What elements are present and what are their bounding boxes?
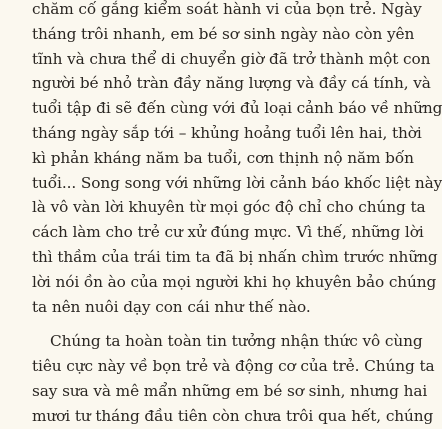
text-line: thì thầm của trái tim ta đã bị nhấn chìm trước những bbox=[32, 247, 438, 266]
text-line: mươi tư tháng đầu tiên còn chưa trôi qua hết, chúng bbox=[32, 406, 434, 425]
text-line: say sưa và mê mẩn những em bé sơ sinh, nhưng hai bbox=[32, 381, 428, 400]
text-line: tuổi tập đi sẽ đến cùng với đủ loại cảnh báo về những bbox=[32, 99, 442, 118]
text-line: tĩnh và chưa thể di chuyển giờ đã trở thành một con bbox=[32, 49, 431, 68]
text-line: tiêu cực này về bọn trẻ và động cơ của trẻ. Chúng ta bbox=[32, 357, 435, 376]
text-line: chăm cố gắng kiểm soát hành vi của bọn trẻ. Ngày bbox=[32, 0, 422, 18]
paragraph-gap bbox=[32, 319, 368, 329]
text-line: tháng ngày sắp tới – khủng hoảng tuổi lên hai, thời bbox=[32, 123, 422, 142]
text-line: ta nên nuôi dạy con cái như thế nào. bbox=[32, 297, 311, 316]
text-line: lời nói ồn ào của mọi người khi họ khuyên bảo chúng bbox=[32, 272, 437, 291]
text-line: tháng trôi nhanh, em bé sơ sinh ngày nào còn yên bbox=[32, 24, 415, 43]
text-line: Chúng ta hoàn toàn tin tưởng nhận thức vô cùng bbox=[50, 332, 423, 351]
body-text bbox=[32, 0, 442, 429]
text-line: cách làm cho trẻ cư xử đúng mực. Vì thế, những lời bbox=[32, 223, 424, 242]
text-line: là vô vàn lời khuyên từ mọi góc độ chỉ cho chúng ta bbox=[32, 198, 426, 217]
text-line: người bé nhỏ tràn đầy năng lượng và đầy cá tính, và bbox=[32, 74, 431, 93]
text-line: kì phản kháng năm ba tuổi, cơn thịnh nộ năm bốn bbox=[32, 148, 414, 167]
paragraph-2 bbox=[32, 329, 435, 428]
text-line: tuổi... Song song với những lời cảnh báo khốc liệt này bbox=[32, 173, 442, 192]
paragraph-1 bbox=[32, 0, 442, 319]
